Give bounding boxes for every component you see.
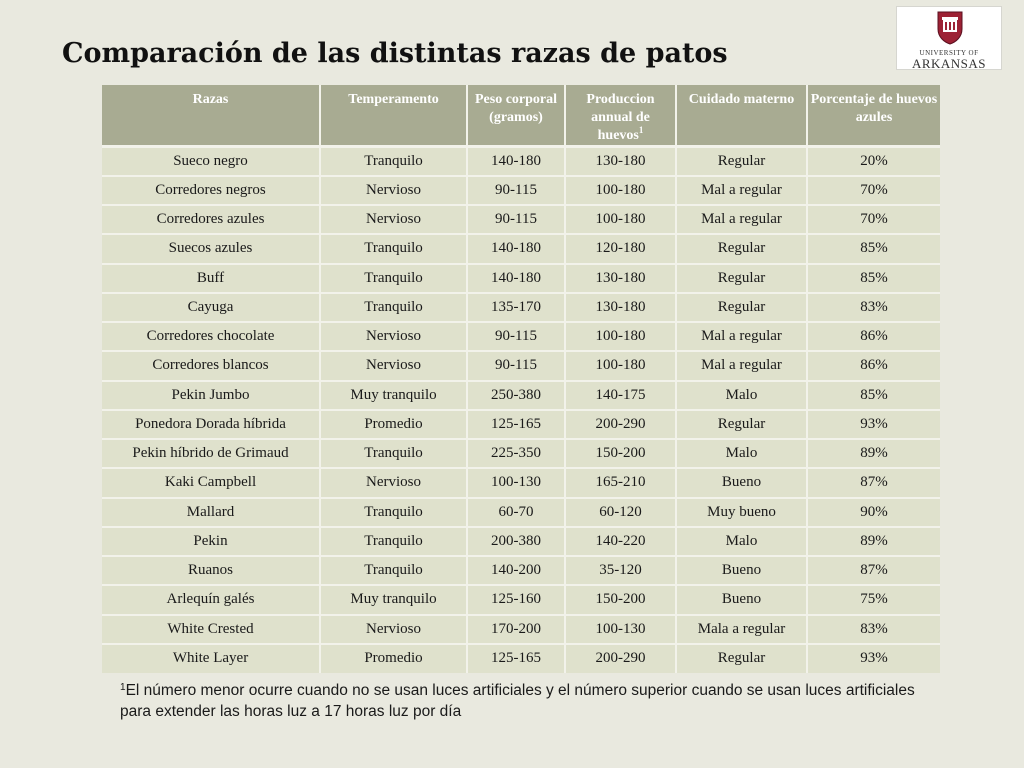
cell-cuidado: Malo — [676, 527, 807, 556]
header-peso-corporal: Peso corporal (gramos) — [467, 85, 565, 147]
cell-raza: Pekin — [102, 527, 320, 556]
cell-raza: Ruanos — [102, 556, 320, 585]
cell-cuidado: Mala a regular — [676, 615, 807, 644]
cell-produccion: 100-180 — [565, 322, 676, 351]
table-row — [102, 176, 940, 205]
cell-peso: 60-70 — [467, 498, 565, 527]
cell-raza: Corredores azules — [102, 205, 320, 234]
footnote-mark: 1 — [120, 682, 126, 693]
cell-produccion: 200-290 — [565, 644, 676, 673]
university-logo — [896, 6, 1002, 70]
cell-cuidado: Mal a regular — [676, 176, 807, 205]
cell-produccion: 130-180 — [565, 293, 676, 322]
cell-produccion: 35-120 — [565, 556, 676, 585]
table-row — [102, 264, 940, 293]
cell-peso: 125-160 — [467, 585, 565, 614]
duck-breeds-table — [102, 85, 940, 673]
footnote — [120, 680, 950, 722]
cell-peso: 100-130 — [467, 468, 565, 497]
table-body — [102, 147, 940, 674]
cell-cuidado: Bueno — [676, 468, 807, 497]
cell-produccion: 120-180 — [565, 234, 676, 263]
header-temperamento: Temperamento — [320, 85, 467, 147]
cell-produccion: 140-175 — [565, 381, 676, 410]
cell-raza: Corredores chocolate — [102, 322, 320, 351]
cell-temperamento: Nervioso — [320, 205, 467, 234]
cell-temperamento: Tranquilo — [320, 498, 467, 527]
cell-peso: 135-170 — [467, 293, 565, 322]
cell-cuidado: Bueno — [676, 556, 807, 585]
cell-temperamento: Nervioso — [320, 468, 467, 497]
table-row — [102, 468, 940, 497]
cell-cuidado: Regular — [676, 644, 807, 673]
cell-temperamento: Promedio — [320, 644, 467, 673]
cell-peso: 90-115 — [467, 322, 565, 351]
cell-produccion: 130-180 — [565, 264, 676, 293]
table-row — [102, 527, 940, 556]
cell-produccion: 100-180 — [565, 176, 676, 205]
cell-porcentaje: 83% — [807, 615, 940, 644]
cell-raza: Mallard — [102, 498, 320, 527]
logo-line-arkansas: ARKANSAS — [911, 56, 987, 71]
cell-cuidado: Regular — [676, 293, 807, 322]
cell-porcentaje: 87% — [807, 468, 940, 497]
cell-produccion: 100-130 — [565, 615, 676, 644]
footnote-text: El número menor ocurre cuando no se usan luces artificiales y el número superior cuando se usan luces artificiales para extender las horas luz a 17 horas luz por día — [120, 682, 915, 720]
cell-porcentaje: 83% — [807, 293, 940, 322]
cell-cuidado: Regular — [676, 264, 807, 293]
table-row — [102, 439, 940, 468]
cell-raza: Arlequín galés — [102, 585, 320, 614]
cell-peso: 140-200 — [467, 556, 565, 585]
page-title: Comparación de las distintas razas de patos — [62, 38, 728, 69]
cell-temperamento: Tranquilo — [320, 264, 467, 293]
cell-temperamento: Nervioso — [320, 615, 467, 644]
cell-cuidado: Regular — [676, 147, 807, 176]
cell-temperamento: Tranquilo — [320, 293, 467, 322]
table-row — [102, 381, 940, 410]
cell-peso: 170-200 — [467, 615, 565, 644]
cell-peso: 125-165 — [467, 410, 565, 439]
cell-raza: Cayuga — [102, 293, 320, 322]
table-row — [102, 556, 940, 585]
cell-temperamento: Muy tranquilo — [320, 381, 467, 410]
cell-peso: 140-180 — [467, 234, 565, 263]
cell-porcentaje: 70% — [807, 205, 940, 234]
cell-porcentaje: 87% — [807, 556, 940, 585]
cell-produccion: 150-200 — [565, 585, 676, 614]
cell-produccion: 150-200 — [565, 439, 676, 468]
table-row — [102, 351, 940, 380]
header-razas: Razas — [102, 85, 320, 147]
header-produccion-huevos — [565, 85, 676, 147]
cell-porcentaje: 85% — [807, 234, 940, 263]
cell-temperamento: Nervioso — [320, 322, 467, 351]
cell-temperamento: Tranquilo — [320, 556, 467, 585]
cell-porcentaje: 90% — [807, 498, 940, 527]
table-row — [102, 205, 940, 234]
cell-cuidado: Malo — [676, 439, 807, 468]
cell-porcentaje: 89% — [807, 439, 940, 468]
cell-temperamento: Nervioso — [320, 176, 467, 205]
table-row — [102, 147, 940, 176]
cell-cuidado: Bueno — [676, 585, 807, 614]
cell-produccion: 200-290 — [565, 410, 676, 439]
cell-cuidado: Regular — [676, 234, 807, 263]
cell-cuidado: Malo — [676, 381, 807, 410]
cell-produccion: 130-180 — [565, 147, 676, 176]
table-row — [102, 585, 940, 614]
cell-temperamento: Tranquilo — [320, 439, 467, 468]
cell-raza: Kaki Campbell — [102, 468, 320, 497]
cell-raza: Suecos azules — [102, 234, 320, 263]
cell-porcentaje: 93% — [807, 644, 940, 673]
cell-porcentaje: 85% — [807, 381, 940, 410]
cell-cuidado: Mal a regular — [676, 205, 807, 234]
cell-raza: White Layer — [102, 644, 320, 673]
cell-porcentaje: 86% — [807, 351, 940, 380]
cell-produccion: 140-220 — [565, 527, 676, 556]
logo-line-university: UNIVERSITY OF — [919, 49, 979, 57]
cell-raza: Corredores blancos — [102, 351, 320, 380]
cell-raza: White Crested — [102, 615, 320, 644]
cell-raza: Sueco negro — [102, 147, 320, 176]
cell-cuidado: Muy bueno — [676, 498, 807, 527]
cell-raza: Ponedora Dorada híbrida — [102, 410, 320, 439]
header-produccion-label: Produccion annual de huevos — [586, 92, 655, 143]
cell-produccion: 60-120 — [565, 498, 676, 527]
cell-porcentaje: 75% — [807, 585, 940, 614]
cell-produccion: 165-210 — [565, 468, 676, 497]
cell-temperamento: Tranquilo — [320, 527, 467, 556]
table-header-row — [102, 85, 940, 147]
footnote-marker: 1 — [638, 125, 644, 135]
cell-peso: 90-115 — [467, 205, 565, 234]
header-cuidado-materno: Cuidado materno — [676, 85, 807, 147]
cell-porcentaje: 20% — [807, 147, 940, 176]
table-row — [102, 410, 940, 439]
table-row — [102, 644, 940, 673]
cell-peso: 140-180 — [467, 264, 565, 293]
cell-cuidado: Mal a regular — [676, 322, 807, 351]
cell-porcentaje: 93% — [807, 410, 940, 439]
cell-temperamento: Promedio — [320, 410, 467, 439]
cell-produccion: 100-180 — [565, 205, 676, 234]
cell-produccion: 100-180 — [565, 351, 676, 380]
cell-peso: 225-350 — [467, 439, 565, 468]
cell-peso: 200-380 — [467, 527, 565, 556]
cell-raza: Pekin híbrido de Grimaud — [102, 439, 320, 468]
table-row — [102, 234, 940, 263]
header-porcentaje-azules: Porcentaje de huevos azules — [807, 85, 940, 147]
cell-peso: 250-380 — [467, 381, 565, 410]
cell-porcentaje: 70% — [807, 176, 940, 205]
cell-cuidado: Regular — [676, 410, 807, 439]
cell-temperamento: Tranquilo — [320, 234, 467, 263]
cell-peso: 90-115 — [467, 176, 565, 205]
cell-peso: 125-165 — [467, 644, 565, 673]
shield-icon — [937, 11, 963, 45]
table-row — [102, 322, 940, 351]
cell-temperamento: Nervioso — [320, 351, 467, 380]
cell-temperamento: Tranquilo — [320, 147, 467, 176]
cell-temperamento: Muy tranquilo — [320, 585, 467, 614]
cell-porcentaje: 85% — [807, 264, 940, 293]
cell-peso: 90-115 — [467, 351, 565, 380]
cell-raza: Buff — [102, 264, 320, 293]
cell-cuidado: Mal a regular — [676, 351, 807, 380]
table-row — [102, 293, 940, 322]
table-row — [102, 615, 940, 644]
cell-raza: Pekin Jumbo — [102, 381, 320, 410]
cell-peso: 140-180 — [467, 147, 565, 176]
table-row — [102, 498, 940, 527]
cell-porcentaje: 89% — [807, 527, 940, 556]
cell-porcentaje: 86% — [807, 322, 940, 351]
cell-raza: Corredores negros — [102, 176, 320, 205]
